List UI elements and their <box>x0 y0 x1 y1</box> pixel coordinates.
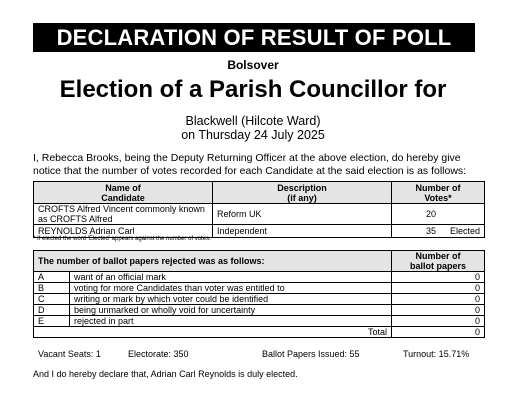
turnout: Turnout: 15.71% <box>403 349 470 359</box>
rejected-reason: being unmarked or wholly void for uncertainty <box>70 305 392 316</box>
description-header <box>213 182 392 204</box>
ballot-papers-issued: Ballot Papers Issued: 55 <box>262 349 360 359</box>
rejected-count: 0 <box>392 272 485 283</box>
rejected-count: 0 <box>392 316 485 327</box>
description-header-line1: Description <box>277 182 327 193</box>
candidate-votes-cell <box>392 225 485 238</box>
candidate-name: CROFTS Alfred Vincent commonly known as CROFTS Alfred <box>34 204 213 225</box>
candidates-header-row <box>34 182 485 204</box>
rejected-count: 0 <box>392 283 485 294</box>
votes-header-line1: Number of <box>415 182 461 193</box>
ballot-count-header-line2: ballot papers <box>409 261 466 271</box>
election-title: Election of a Parish Councillor for <box>59 76 447 103</box>
rejected-row <box>34 283 485 294</box>
name-header-line1: Name of <box>105 182 141 193</box>
declaration-banner: DECLARATION OF RESULT OF POLL <box>33 23 475 52</box>
name-header-line2: Candidate <box>101 192 145 203</box>
total-label: Total <box>34 327 392 338</box>
declaration-statement: And I do hereby declare that, Adrian Carl Reynolds is duly elected. <box>33 369 298 379</box>
total-count: 0 <box>392 327 485 338</box>
candidate-votes: 35 <box>425 226 436 236</box>
rejected-ballots-table <box>33 250 485 338</box>
candidate-description: Reform UK <box>213 204 392 225</box>
rejected-letter: E <box>34 316 70 327</box>
rejected-row <box>34 272 485 283</box>
rejected-total-row <box>34 327 485 338</box>
description-header-line2: (if any) <box>287 192 317 203</box>
rejected-row <box>34 294 485 305</box>
rejected-header-row <box>34 251 485 272</box>
vacant-seats: Vacant Seats: 1 <box>38 349 101 359</box>
electorate: Electorate: 350 <box>128 349 189 359</box>
candidate-votes: 20 <box>425 209 436 219</box>
votes-footnote: * If elected the word 'Elected' appears against the number of votes. <box>33 236 211 242</box>
name-header <box>34 182 213 204</box>
ballot-count-header <box>392 251 485 272</box>
rejected-row <box>34 316 485 327</box>
rejected-letter: C <box>34 294 70 305</box>
votes-header-line2: Votes* <box>424 192 452 203</box>
candidate-description: Independent <box>213 225 392 238</box>
rejected-row <box>34 305 485 316</box>
rejected-count: 0 <box>392 294 485 305</box>
rejected-reason: rejected in part <box>70 316 392 327</box>
rejected-count: 0 <box>392 305 485 316</box>
votes-header <box>392 182 485 204</box>
election-date: on Thursday 24 July 2025 <box>181 128 325 142</box>
rejected-letter: A <box>34 272 70 283</box>
rejected-reason: want of an official mark <box>70 272 392 283</box>
candidate-name: REYNOLDS Adrian Carl <box>34 225 213 238</box>
intro-paragraph: I, Rebecca Brooks, being the Deputy Returning Officer at the above election, do hereby give notice that the number of votes recorded for each Candidate at the said election is as follows: <box>33 152 467 177</box>
rejected-header: The number of ballot papers rejected was as follows: <box>34 251 392 272</box>
rejected-letter: B <box>34 283 70 294</box>
ward-name: Blackwell (Hilcote Ward) <box>185 114 321 128</box>
elected-indicator: Elected <box>449 226 480 236</box>
candidate-row <box>34 204 485 225</box>
ballot-count-header-line1: Number of <box>415 251 461 261</box>
area-name: Bolsover <box>227 58 279 72</box>
rejected-letter: D <box>34 305 70 316</box>
candidate-votes-cell <box>392 204 485 225</box>
rejected-reason: writing or mark by which voter could be identified <box>70 294 392 305</box>
candidates-table <box>33 181 485 238</box>
rejected-reason: voting for more Candidates than voter was entitled to <box>70 283 392 294</box>
